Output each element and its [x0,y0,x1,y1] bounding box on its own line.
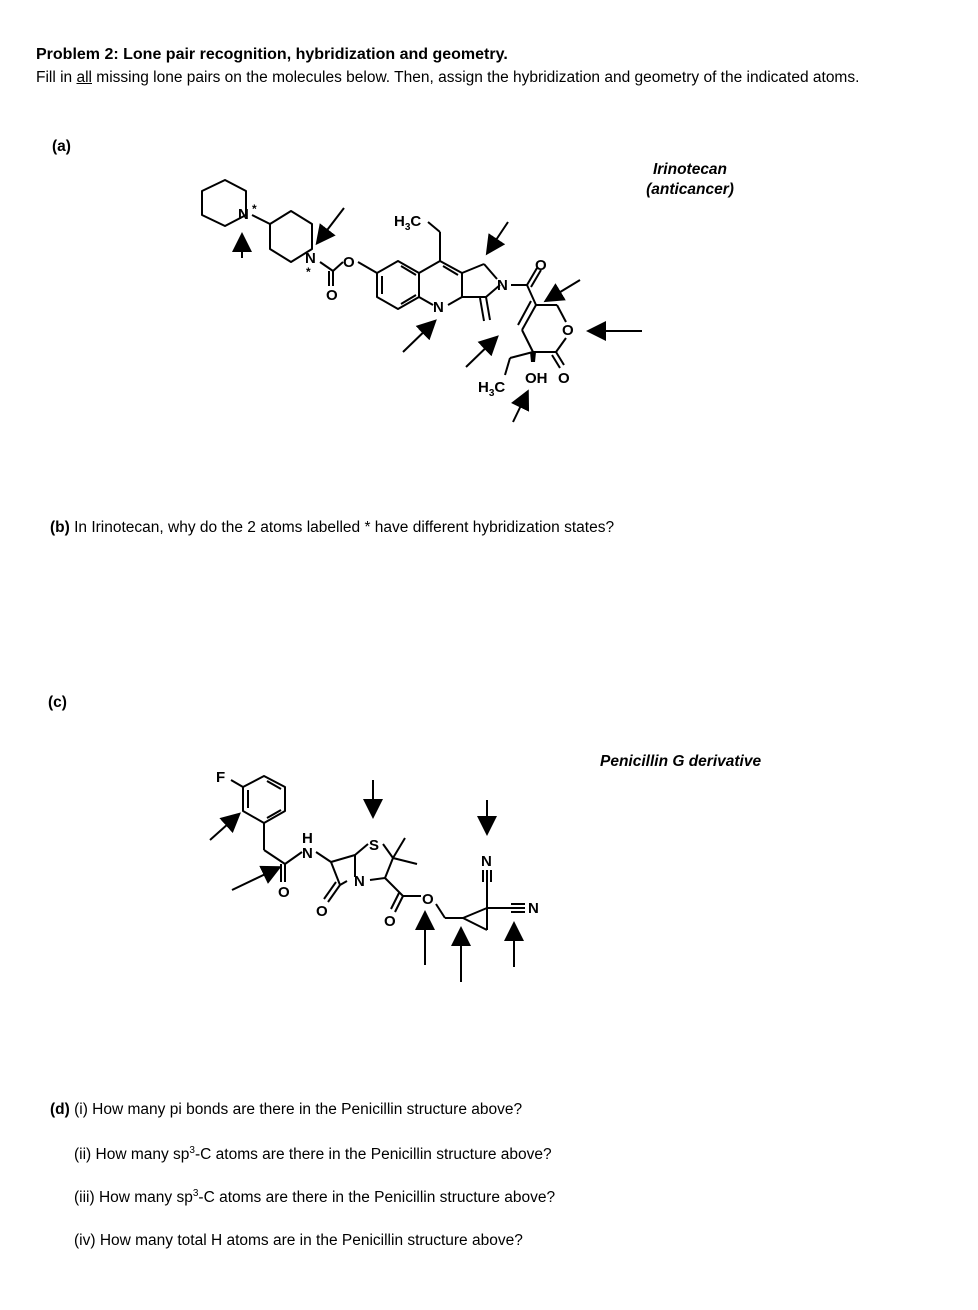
atom-h3c-top: $H_3C$ [394,213,422,233]
atom-h: H [302,830,313,847]
arrow-amide-c [232,868,278,890]
atom-n-amide: N [497,277,508,294]
arrow-ch2 [488,222,508,252]
atom-n-ring: N [433,299,444,316]
emphasis-all: all [76,69,92,86]
question-b: (b) In Irinotecan, why do the 2 atoms labelled * have different hybridization states? [50,519,615,536]
part-c-label: (c) [48,694,67,711]
atom-n-star-1: N [238,206,249,223]
atom-f: F [216,769,226,786]
atom-n-amide: N [302,845,313,862]
arrow-aromatic-c [210,815,238,840]
question-d-ii: (ii) How many $sp^3-C$ atoms are there in the Penicillin structure above? [74,1145,552,1164]
irinotecan-caption: Irinotecan (anticancer) [646,161,734,198]
atom-o-ester-co: O [384,913,396,930]
atom-n-star-2: N [305,250,316,267]
atom-o-amide: O [535,257,547,274]
star-label-2: * [306,265,311,279]
question-d-i: (d) (i) How many pi bonds are there in the Penicillin structure above? [50,1101,523,1118]
penicillin-structure [200,760,560,990]
arrow-n2 [318,208,344,242]
problem-title: Problem 2: Lone pair recognition, hybridization and geometry. [36,46,508,63]
question-d-iii: (iii) How many $sp^3-C$ atoms are there in the Penicillin structure above? [74,1188,556,1207]
instructions: Fill in all missing lone pairs on the molecules below. Then, assign the hybridization and geometry of the indicated atoms. [36,69,860,86]
star-label-1: * [252,202,257,216]
atom-h3c-bottom: $H_3C$ [478,379,506,399]
atom-o-carbonyl: O [326,287,338,304]
atom-o-ester: O [343,254,355,271]
atom-o-lactam: O [316,903,328,920]
atom-n-lactam: N [354,873,365,890]
atom-n-top: N [481,853,492,870]
atom-o-lactone-co: O [558,370,570,387]
atom-o-ester: O [422,891,434,908]
atom-s: S [369,837,380,854]
atom-o-lactone: O [562,322,574,339]
atom-oh: OH [525,370,548,387]
question-d-iv: (iv) How many total H atoms are in the Penicillin structure above? [74,1232,523,1249]
arrow-oh [513,393,527,422]
atom-o-amide: O [278,884,290,901]
irinotecan-structure [190,175,660,430]
arrow-n-ring [403,322,434,352]
arrow-alpha-c [547,280,580,300]
arrow-alkene [466,338,496,367]
penicillin-caption: Penicillin G derivative [600,753,762,770]
part-a-label: (a) [52,138,71,155]
atom-n-right: N [528,900,539,917]
